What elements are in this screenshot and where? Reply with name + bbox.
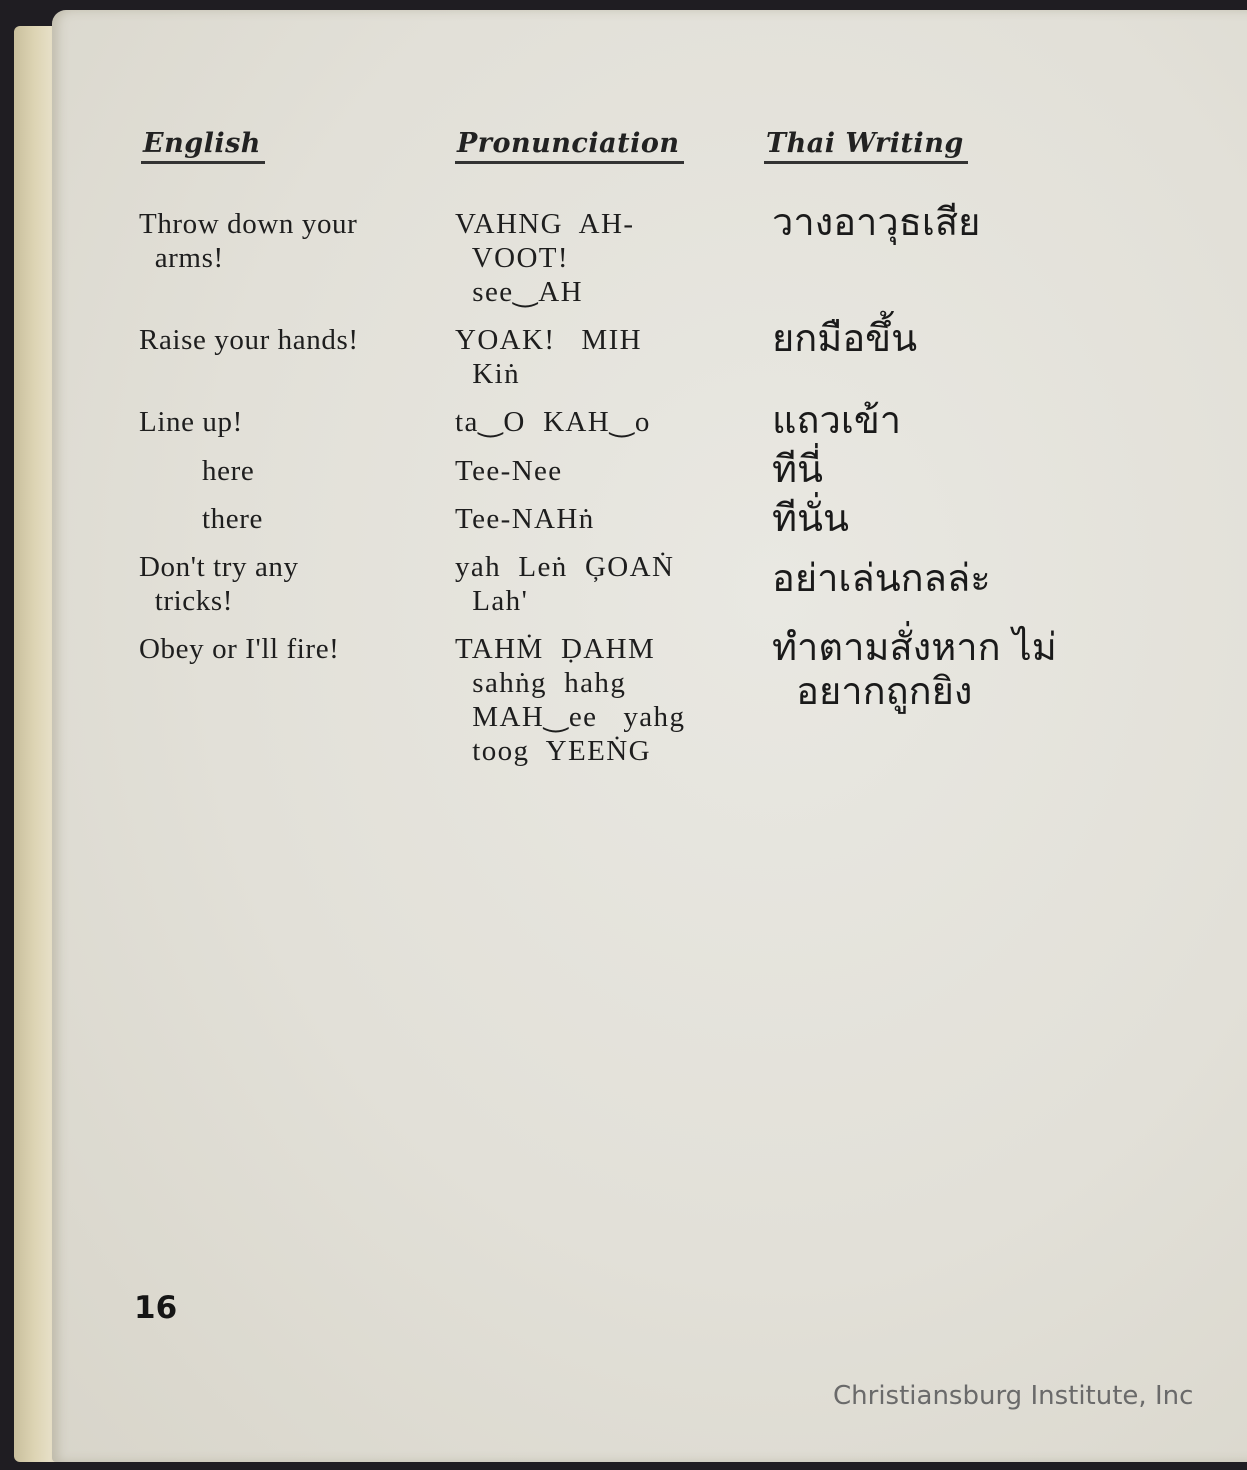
row-thai: ทำตามสั่งหาก ไม่ อยากถูกยิง — [772, 625, 1057, 713]
row-pronunciation: ta‿O KAH‿o — [455, 406, 651, 438]
row-thai: ทีนี่ — [772, 447, 824, 491]
row-pronunciation: TAHṀ ḌAHM sahṅg hahg MAH‿ee yahg toog YEEṄG — [455, 633, 686, 767]
row-pronunciation: Tee-Nee — [455, 455, 563, 487]
row-thai: วางอาวุธเสีย — [772, 200, 981, 244]
row-thai: ยกมือขึ้น — [772, 316, 918, 360]
column-header-pronunciation: Pronunciation — [455, 128, 684, 164]
row-english: Obey or I'll fire! — [139, 633, 340, 665]
row-thai: อย่าเล่นกลล่ะ — [772, 556, 991, 600]
row-thai: แถวเข้า — [772, 398, 902, 442]
row-pronunciation: YOAK! MIH Kiṅ — [455, 324, 642, 390]
row-pronunciation: yah Leṅ ĢOAṄ Lah' — [455, 551, 675, 617]
credit-watermark: Christiansburg Institute, Inc — [833, 1381, 1194, 1411]
row-english: here — [202, 455, 255, 487]
row-english: there — [202, 503, 263, 535]
row-english: Don't try any tricks! — [139, 551, 299, 617]
page-number: 16 — [134, 1290, 178, 1326]
row-english: Line up! — [139, 406, 243, 438]
row-english: Raise your hands! — [139, 324, 359, 356]
column-header-english: English — [141, 128, 265, 164]
row-thai: ทีนั่น — [772, 496, 850, 540]
row-english: Throw down your arms! — [139, 208, 358, 274]
row-pronunciation: VAHNG AH- VOOT! see‿AH — [455, 208, 635, 308]
row-pronunciation: Tee-NAHṅ — [455, 503, 595, 535]
column-header-thai: Thai Writing — [764, 128, 968, 164]
